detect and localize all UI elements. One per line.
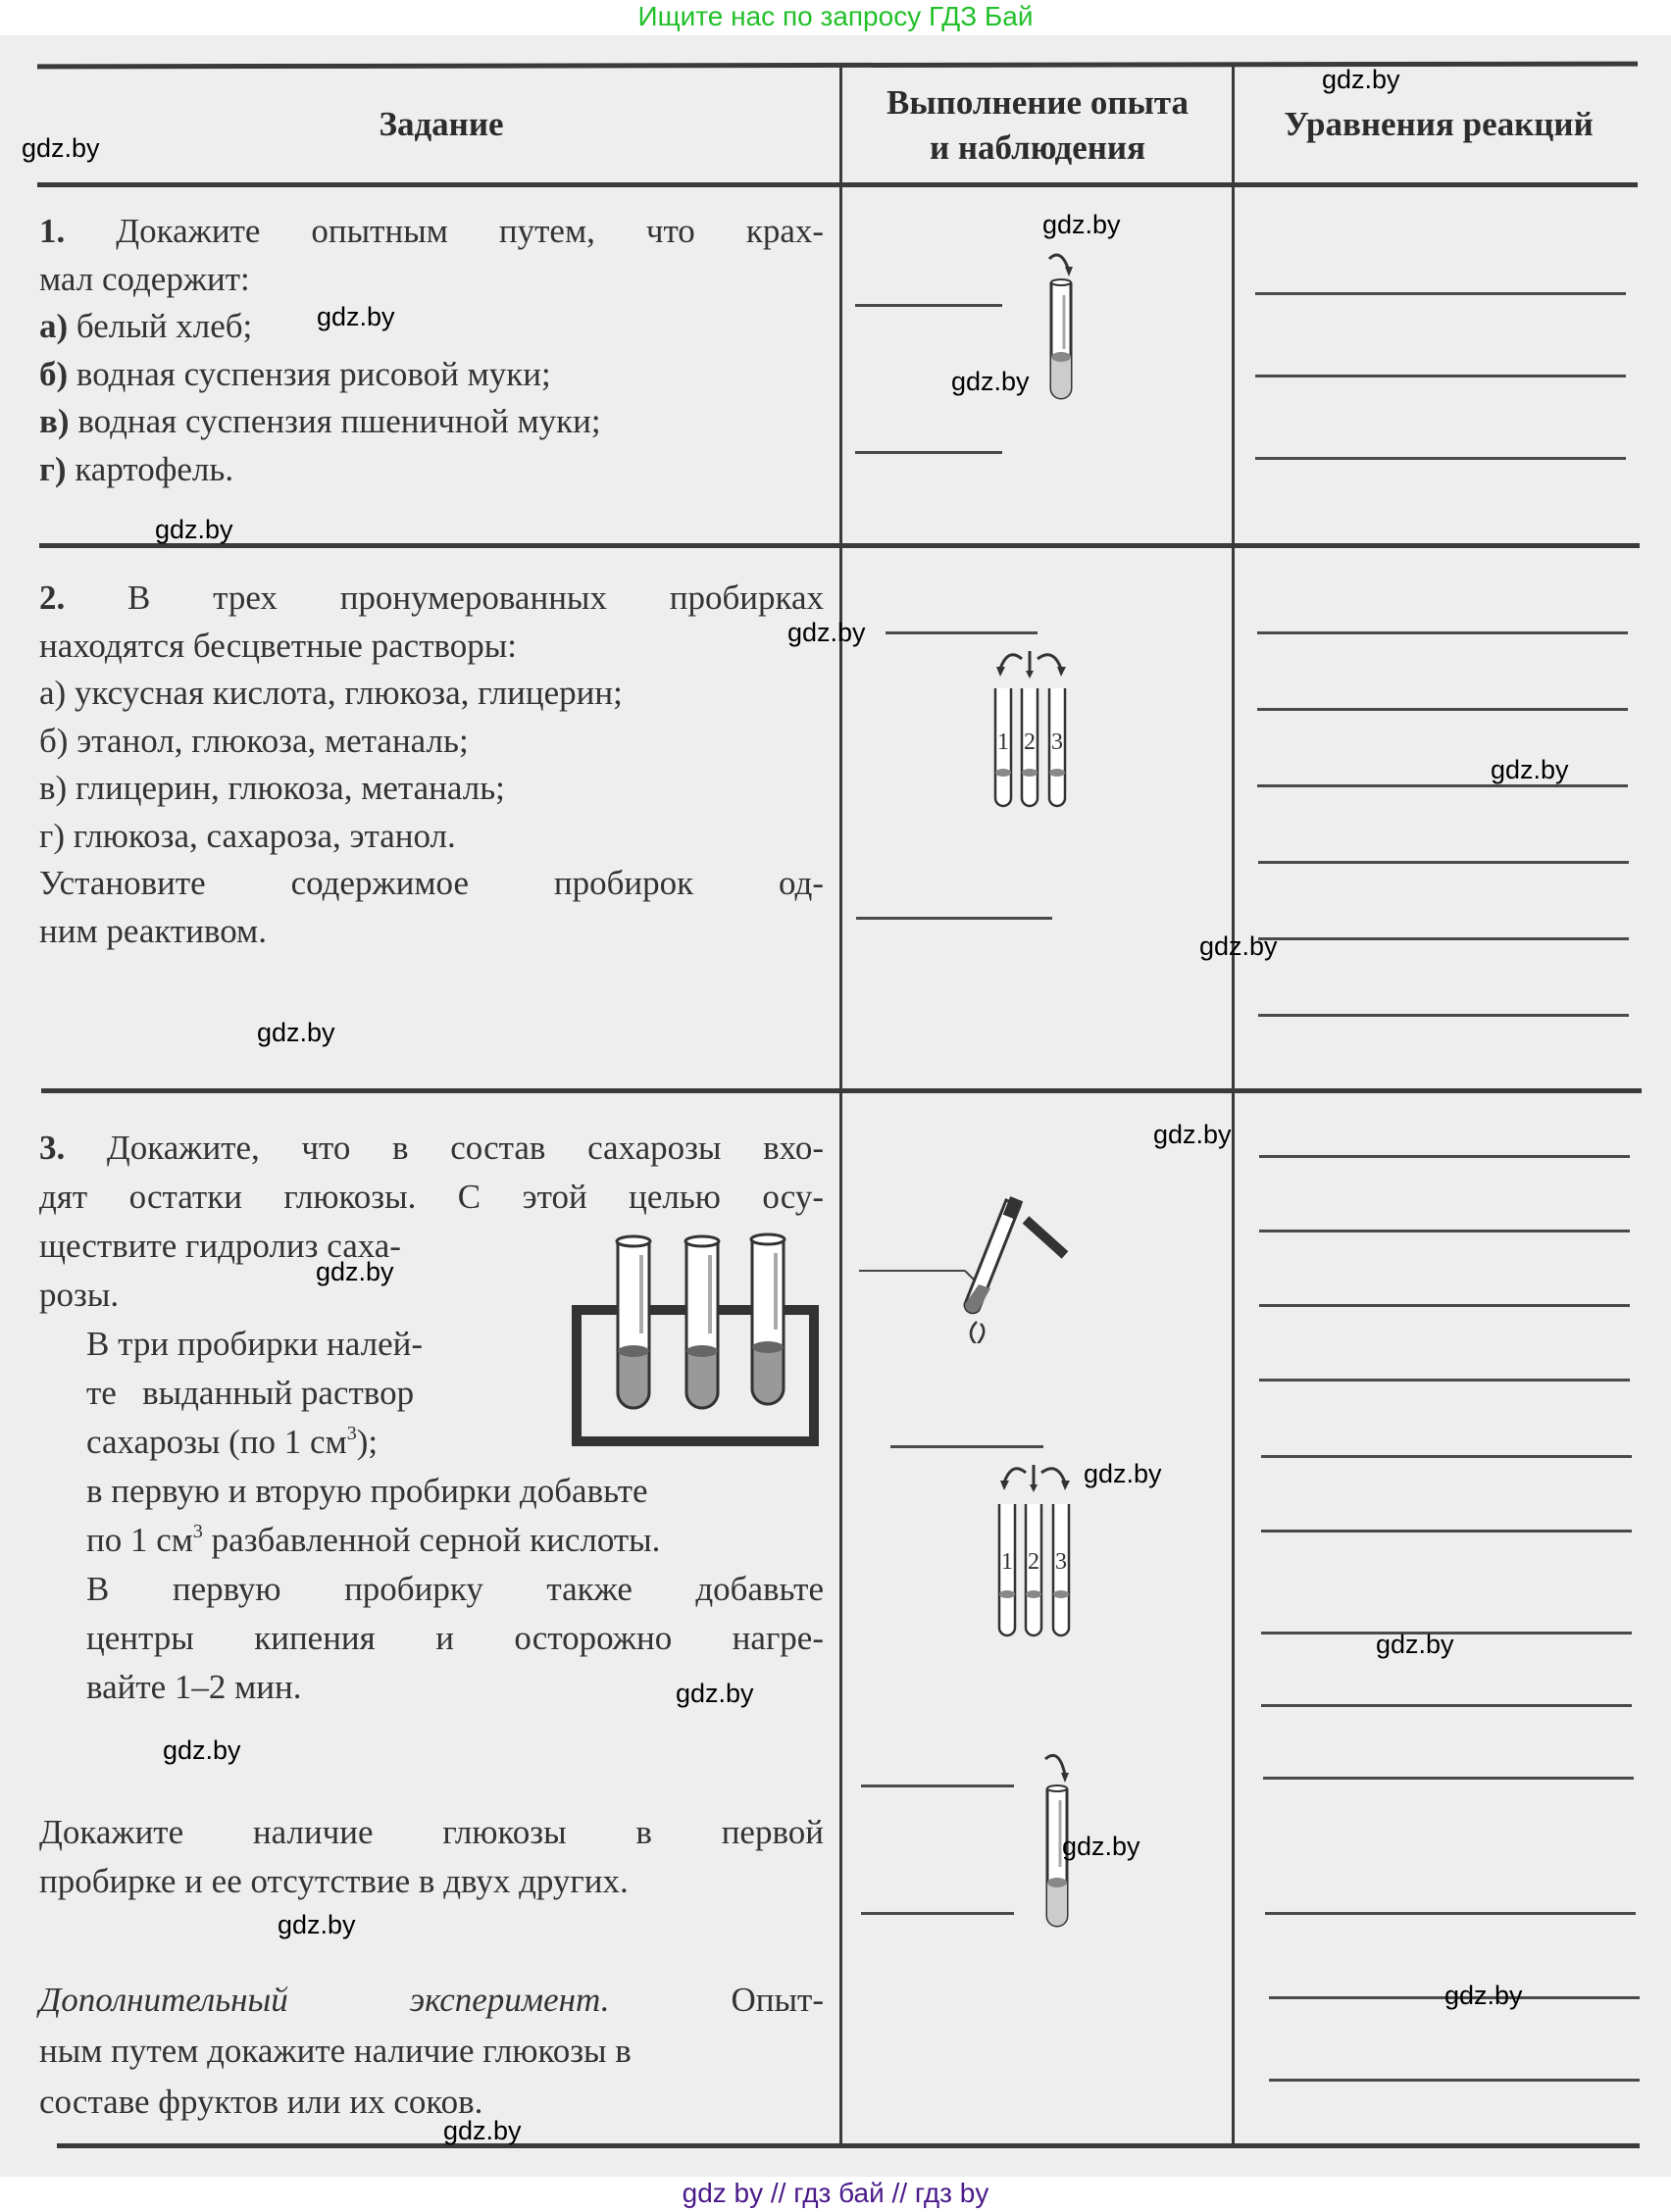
- task-1-number: 1.: [39, 212, 66, 250]
- tube-label-2: 2: [1024, 729, 1036, 755]
- tube-label-3: 3: [1055, 1549, 1067, 1575]
- watermark-text: gdz.by: [1199, 931, 1278, 961]
- equation-line: [1255, 292, 1626, 295]
- equation-line: [1255, 375, 1626, 377]
- task-2: [39, 575, 824, 955]
- header-bottom-rule: [37, 182, 1638, 187]
- task-3-line3: ществите гидролиз саха-: [39, 1227, 401, 1265]
- equation-line: [1259, 1379, 1630, 1382]
- heating-test-tube-with-holder-icon: [859, 1157, 1114, 1343]
- task-3-prove: [39, 1808, 824, 1906]
- task-3-line1: Докажите, что в состав сахарозы вхо-: [106, 1129, 824, 1167]
- workbook-page: [0, 35, 1671, 2177]
- equation-line: [1259, 1155, 1630, 1158]
- task-2-item-d: г) глюкоза, сахароза, этанол.: [39, 816, 456, 855]
- header-experiment-line1: Выполнение опыта: [886, 83, 1189, 122]
- watermark-text: gdz.by: [163, 1735, 241, 1765]
- watermark-text: gdz.by: [1084, 1459, 1162, 1488]
- answer-line: [886, 631, 1038, 634]
- equation-line: [1258, 1014, 1629, 1017]
- header-experiment: [843, 80, 1232, 171]
- task-3-extra-line3: составе фруктов или их соков.: [39, 2083, 483, 2121]
- watermark-text: gdz.by: [787, 618, 866, 647]
- watermark-text: gdz.by: [1042, 210, 1121, 239]
- equation-line: [1257, 784, 1628, 787]
- task-2-item-c: в) глицерин, глюкоза, метаналь;: [39, 769, 505, 807]
- task-3-extra: [39, 1975, 824, 2128]
- equation-line: [1265, 1912, 1636, 1915]
- watermark-text: gdz.by: [1322, 65, 1400, 94]
- task-3-step3-line2: центры кипения и осторожно нагре-: [86, 1619, 824, 1657]
- column-divider-1: [839, 63, 842, 2145]
- task-2-item-a: а) уксусная кислота, глюкоза, глицерин;: [39, 674, 623, 712]
- tube-label-3: 3: [1051, 729, 1063, 755]
- answer-line: [856, 917, 1052, 920]
- equation-line: [1257, 708, 1628, 711]
- task-2-item-b: б) этанол, глюкоза, метаналь;: [39, 721, 469, 760]
- watermark-text: gdz.by: [22, 133, 100, 163]
- single-test-tube-icon: [1030, 251, 1098, 408]
- watermark-text: gdz.by: [1376, 1630, 1454, 1659]
- answer-line: [855, 451, 1002, 454]
- task-1-item-d: г) картофель.: [39, 449, 234, 488]
- watermark-text: gdz.by: [316, 1257, 394, 1286]
- answer-line: [855, 304, 1002, 307]
- task-3-step1-line3: сахарозы (по 1 $см^3$);: [86, 1423, 379, 1461]
- watermark-text: gdz.by: [951, 367, 1030, 396]
- tube-label-2: 2: [1028, 1549, 1039, 1575]
- watermark-text: gdz.by: [443, 2116, 522, 2145]
- task-3-step1-line1: В три пробирки налей-: [86, 1325, 424, 1363]
- task-2-instruction-line1: Установите содержимое пробирок од-: [39, 864, 824, 902]
- equation-line: [1259, 1230, 1630, 1232]
- task-3-step2-line2: по 1 $см^3$ разбавленной серной кислоты.: [86, 1521, 661, 1559]
- tube-label-1: 1: [1001, 1549, 1013, 1575]
- footer-banner: gdz by // гдз бай // гдз by: [0, 2177, 1671, 2212]
- equation-line: [1261, 1704, 1632, 1707]
- watermark-text: gdz.by: [317, 302, 395, 331]
- three-numbered-test-tubes-icon: [981, 641, 1098, 818]
- task-1: [39, 208, 824, 493]
- table-bottom-rule: [57, 2143, 1640, 2148]
- equation-line: [1257, 631, 1628, 634]
- task-3-step3-line3: вайте 1–2 мин.: [86, 1668, 302, 1706]
- task-3-extra-line2: ным путем докажите наличие глюкозы в: [39, 2032, 632, 2070]
- task-1-item-b: б) водная суспензия рисовой муки;: [39, 354, 551, 393]
- tube-label-1: 1: [997, 729, 1009, 755]
- header-equations: Уравнения реакций: [1284, 105, 1594, 143]
- task-1-line2: мал содержит:: [39, 259, 250, 298]
- equation-line: [1259, 1304, 1630, 1307]
- task-3-number: 3.: [39, 1129, 66, 1167]
- task-2-line1: В трех пронумерованных пробирках: [127, 578, 824, 617]
- task-3-prove-line2: пробирке и ее отсутствие в двух других.: [39, 1862, 629, 1900]
- equation-line: [1269, 2079, 1640, 2082]
- task-3-step2-line1: в первую и вторую пробирки добавьте: [86, 1472, 648, 1510]
- task-1-item-c: в) водная суспензия пшеничной муки;: [39, 402, 601, 440]
- equation-line: [1261, 1455, 1632, 1458]
- watermark-text: gdz.by: [1444, 1981, 1523, 2010]
- task-3-line2: дят остатки глюкозы. С этой целью осу-: [39, 1178, 824, 1216]
- column-divider-2: [1232, 63, 1235, 2145]
- header-task: Задание: [379, 105, 504, 143]
- test-tube-rack-illustration: [559, 1226, 843, 1451]
- watermark-text: gdz.by: [1491, 755, 1569, 784]
- top-banner: Ищите нас по запросу ГДЗ Бай: [637, 1, 1034, 31]
- task-2-line2: находятся бесцветные растворы:: [39, 626, 518, 665]
- answer-line: [861, 1912, 1014, 1915]
- watermark-text: gdz.by: [155, 515, 233, 544]
- task-1-item-a: а) белый хлеб;: [39, 307, 253, 345]
- equation-line: [1258, 861, 1629, 864]
- task-1-line1: Докажите опытным путем, что крах-: [116, 212, 825, 250]
- task-3-extra-rest: Опыт-: [731, 1981, 824, 2019]
- task-3-step1-line2: те выданный раствор: [86, 1374, 415, 1412]
- equation-line: [1255, 457, 1626, 460]
- task-2-number: 2.: [39, 578, 66, 617]
- watermark-text: gdz.by: [1153, 1120, 1232, 1149]
- watermark-text: gdz.by: [257, 1018, 335, 1047]
- equation-line: [1258, 937, 1629, 940]
- header-experiment-line2: и наблюдения: [929, 128, 1146, 167]
- watermark-text: gdz.by: [278, 1910, 356, 1939]
- task-3-step3-line1: В первую пробирку также добавьте: [86, 1570, 824, 1608]
- task-3-prove-line1: Докажите наличие глюкозы в первой: [39, 1813, 824, 1851]
- answer-line: [890, 1445, 1043, 1448]
- task-3-extra-italic: Дополнительный эксперимент.: [39, 1981, 610, 2019]
- task-2-instruction-line2: ним реактивом.: [39, 911, 267, 950]
- equation-line: [1263, 1777, 1634, 1780]
- watermark-text: gdz.by: [1062, 1832, 1140, 1861]
- answer-line: [861, 1785, 1014, 1787]
- watermark-text: gdz.by: [676, 1679, 754, 1708]
- task-3-line4: розы.: [39, 1276, 120, 1314]
- equation-line: [1261, 1530, 1632, 1533]
